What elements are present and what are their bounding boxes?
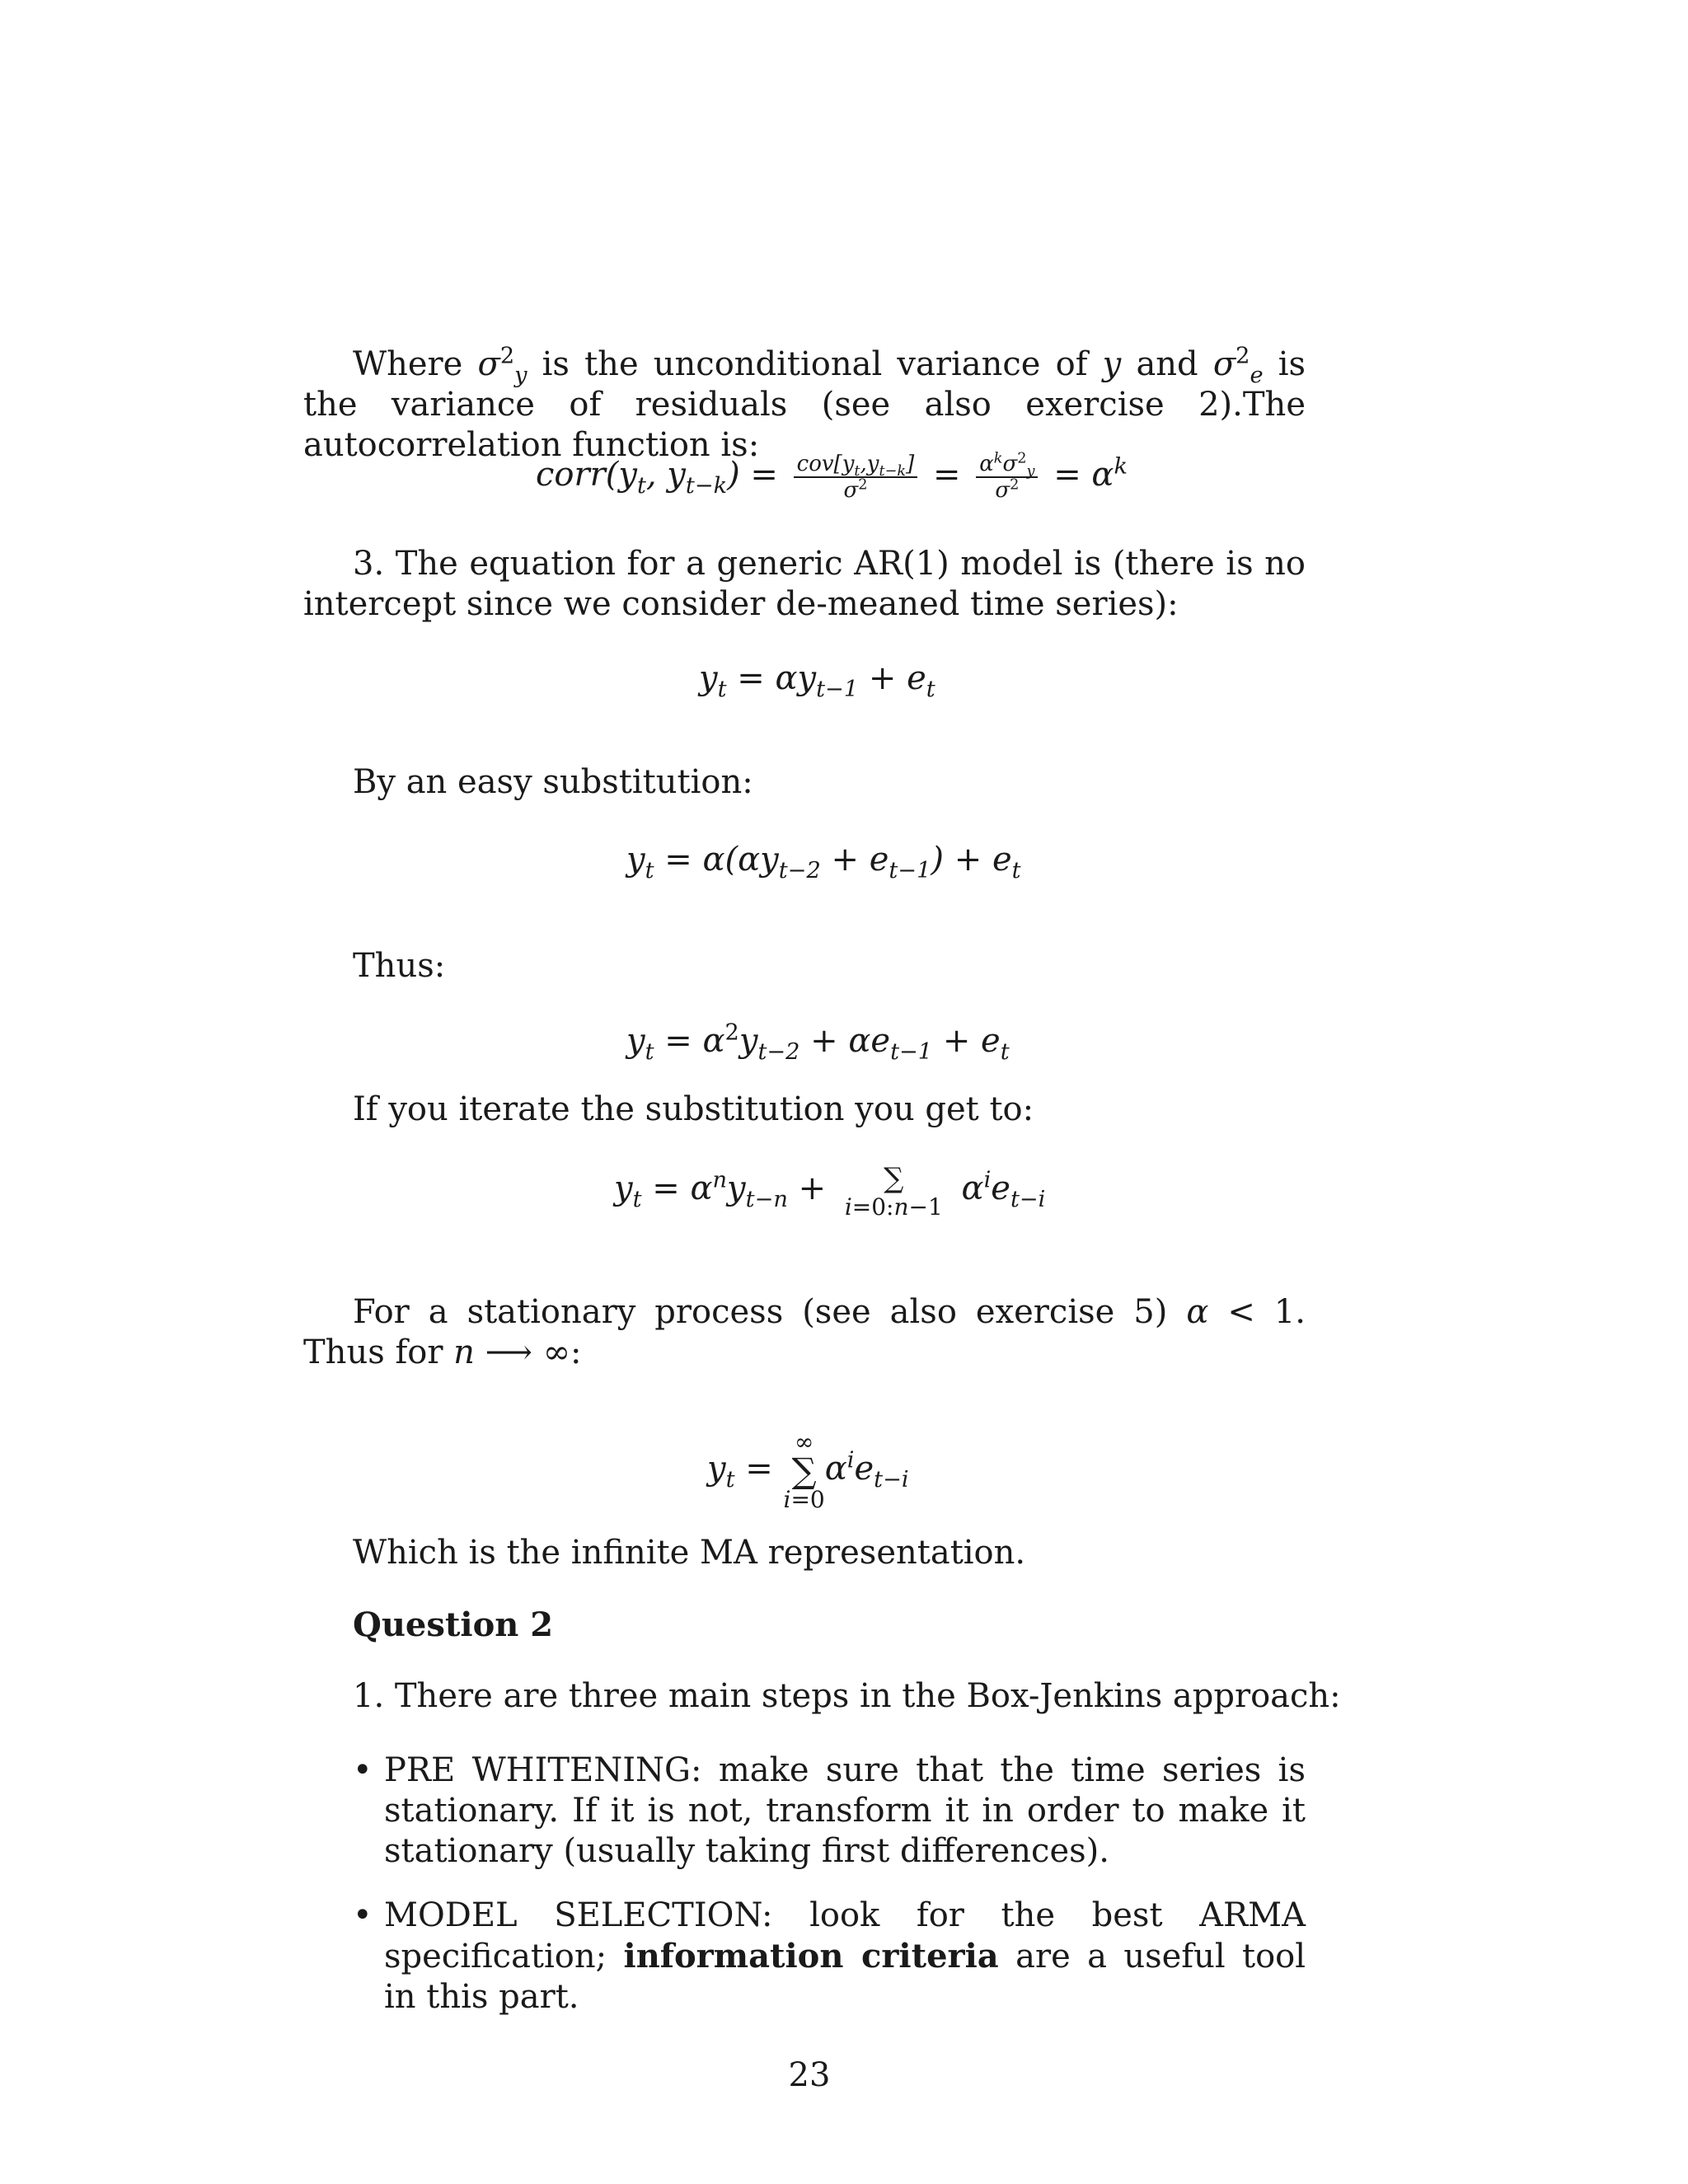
equation-iterated: $y_t = \alpha^ny_{t-n}$ + ∑ i=0:n−1 $\alpha^ie_{t-i}$ [614,1162,1046,1221]
fraction-alpha: $\frac{\alpha^k\sigma^2_y}{\sigma^2}$ [976,452,1038,503]
p-stat-text-b: . Thus for [303,1293,1306,1371]
equation-substitution: $y_t = \alpha(\alpha y_{t-2} + e_{t-1}) + e_t$ [626,841,1021,883]
page-number: 23 [788,2056,831,2094]
paragraph-ar1: 3. The equation for a generic AR(1) model is (there is no intercept since we consider de-meaned time series): [303,545,1306,623]
paragraph-thus: Thus: [353,947,446,985]
equation-expanded: $y_t = \alpha^2y_{t-2} + \alpha e_{t-1} + e_t$ [626,1019,1010,1065]
bullet-marker-1: • [353,1751,373,1789]
question-intro: 1. There are three main steps in the Box-Jenkins approach: [353,1677,1341,1715]
bullet-marker-2: • [353,1896,373,1934]
bullet2-text-a: MODEL SELECTION: look for the best ARMA specification; [384,1896,1306,1975]
equation-autocorrelation: $corr(y_t$, $y_{t-k}$) = $\frac{cov[y_t,y_{t-k}]}{\sigma^2}$ = $\frac{\alpha^k\sigma^2_y}{\sigma^2}$ = $\alpha^k$ [536,450,1128,503]
equation-infinite-ma: $y_t$ = ∞ ∑ i=0 $\alpha^ie_{t-i}$ [707,1428,909,1513]
var-y: y [1102,345,1122,383]
bullet-model-selection [384,1896,1306,2018]
paragraph-stationary [303,1292,1306,1373]
p1-text-a: Where [353,345,463,383]
sigma-e-squared: $\sigma^2_e$ [1212,343,1264,388]
sum-finite: ∑ i=0:n−1 [844,1162,943,1221]
equation-ar1: $y_t = \alpha y_{t-1} + e_t$ [699,659,935,702]
bullet2-text-b: are a useful tool in this part. [384,1938,1306,2016]
question-heading: Question 2 [353,1605,554,1644]
sum-infinite: ∞ ∑ i=0 [783,1428,825,1513]
bullet-pre-whitening: PRE WHITENING: make sure that the time series is stationary. If it is not, transform it in order to make it stationary (usually taking first differences). [384,1751,1306,1870]
alpha-less-than-one: α < 1 [1186,1293,1296,1331]
p-stat-text-a: For a stationary process (see also exercise 5) [353,1293,1168,1331]
n-to-infinity: n ⟶ ∞: [453,1333,582,1371]
p1-text-d: is the variance of residuals (see also exercise 2).The autocorrelation function is: [303,345,1306,464]
p1-text-c: and [1136,345,1198,383]
bullet2-bold: information criteria [623,1937,999,1975]
fraction-cov: $\frac{cov[y_t,y_{t-k}]}{\sigma^2}$ [794,452,918,503]
sigma-y-squared: $\sigma^2_y$ [477,343,528,388]
paragraph-ma: Which is the infinite MA representation. [353,1534,1026,1572]
paragraph-iterate: If you iterate the substitution you get to: [353,1090,1034,1128]
p1-text-b: is the unconditional variance of [542,345,1088,383]
paragraph-substitution: By an easy substitution: [353,763,753,801]
paragraph-variance [303,344,1306,466]
